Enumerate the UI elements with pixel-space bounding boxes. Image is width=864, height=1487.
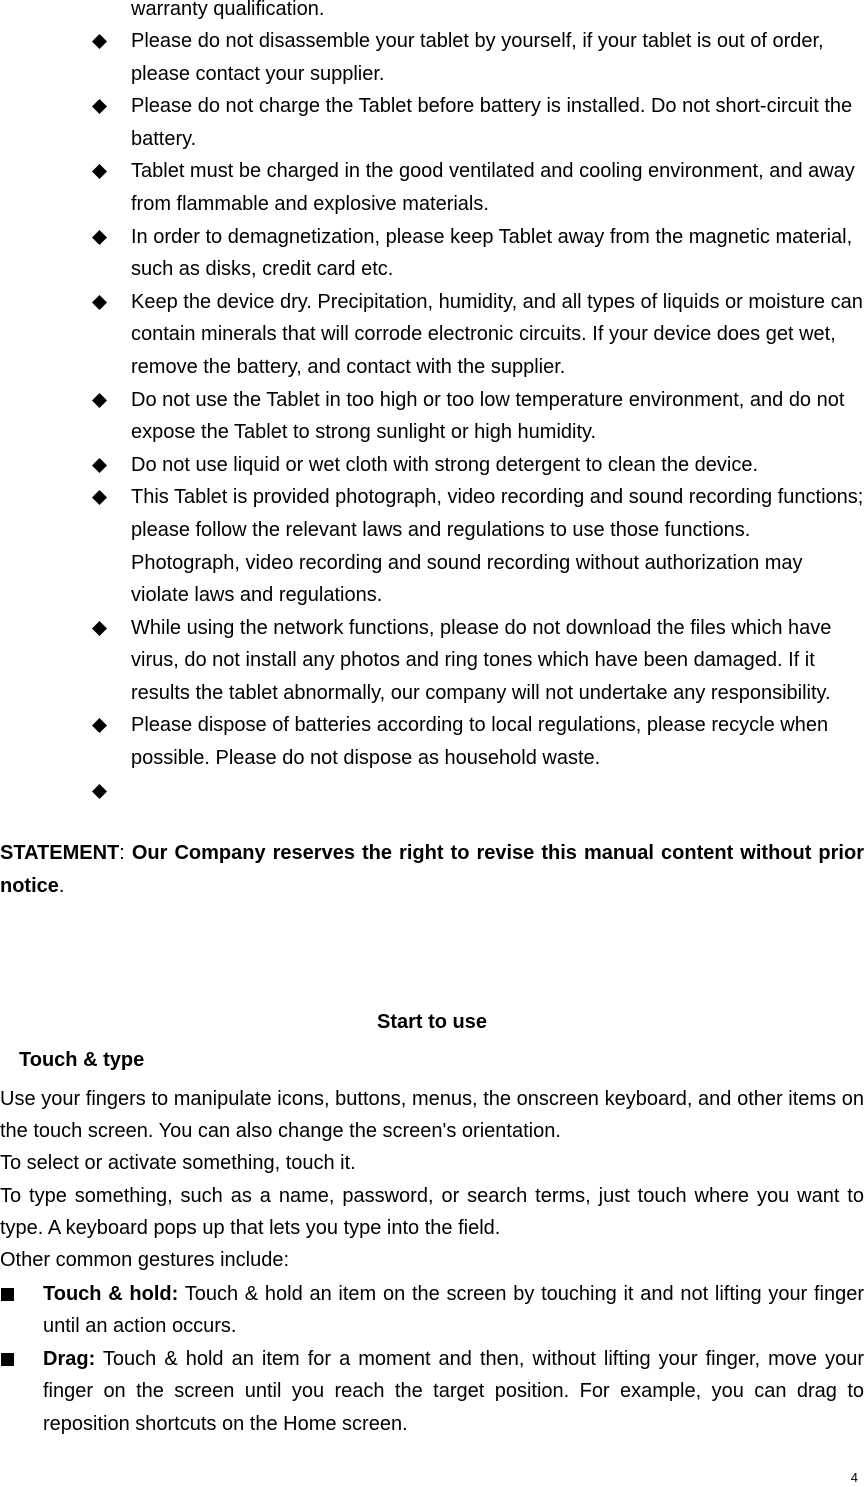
precaution-text: While using the network functions, please do not download the files which have virus, do not install any photos and ring tones which have been damaged. If it results the tablet abnormally, our company will not undertake any responsibility. xyxy=(131,616,832,704)
diamond-bullet-icon xyxy=(92,99,107,114)
precaution-item xyxy=(0,25,864,90)
precaution-item xyxy=(0,481,864,611)
section-body xyxy=(0,1083,864,1276)
precaution-item xyxy=(0,155,864,220)
precaution-item-empty xyxy=(0,775,864,808)
precaution-text: Tablet must be charged in the good ventilated and cooling environment, and away from flammable and explosive materials. xyxy=(131,160,855,215)
precaution-text: This Tablet is provided photograph, video recording and sound recording functions; please follow the relevant laws and regulations to use those functions. Photograph, video recording and sound recording without authorization may violate laws and regulations. xyxy=(131,486,864,607)
precaution-item xyxy=(0,612,864,710)
precaution-text: Do not use the Tablet in too high or too low temperature environment, and do not expose the Tablet to strong sunlight or high humidity. xyxy=(131,388,845,444)
body-paragraph: To select or activate something, touch it. xyxy=(0,1152,356,1175)
precaution-text: Please do not disassemble your tablet by yourself, if your tablet is out of order, please contact your supplier. xyxy=(131,30,824,85)
diamond-bullet-icon xyxy=(92,718,107,733)
diamond-bullet-icon xyxy=(92,621,107,636)
gesture-description: Touch & hold an item on the screen by touching it and not lifting your finger until an action occurs. xyxy=(43,1283,864,1338)
precaution-text: Please do not charge the Tablet before battery is installed. Do not short-circuit the battery. xyxy=(131,95,853,150)
diamond-bullet-icon xyxy=(92,295,107,310)
precaution-item xyxy=(0,286,864,384)
precaution-text: Do not use liquid or wet cloth with strong detergent to clean the device. xyxy=(131,453,759,476)
statement-text: Our Company reserves the right to revise this manual content without prior notice xyxy=(0,842,864,897)
precaution-item xyxy=(0,221,864,286)
precaution-text: Keep the device dry. Precipitation, humidity, and all types of liquids or moisture can contain minerals that will corrode electronic circuits. If your device does get wet, remove the battery, and contact with the supplier. xyxy=(131,290,863,378)
statement-paragraph xyxy=(0,837,864,902)
diamond-bullet-icon xyxy=(92,34,107,49)
diamond-bullet-icon xyxy=(92,784,107,799)
gestures-list xyxy=(0,1278,864,1440)
section-title: Start to use xyxy=(376,1011,488,1033)
square-bullet-icon xyxy=(1,1288,14,1301)
diamond-bullet-icon xyxy=(92,458,107,473)
gesture-term: Touch & hold: xyxy=(43,1283,179,1305)
body-paragraph: Use your fingers to manipulate icons, buttons, menus, the onscreen keyboard, and other items on the touch screen. You can also change the screen's orientation. xyxy=(0,1088,864,1143)
gesture-description: Touch & hold an item for a moment and then, without lifting your finger, move your finger on the screen until you reach the target position. For example, you can drag to reposition shortcuts on the Home screen. xyxy=(43,1347,864,1435)
gesture-item xyxy=(0,1278,864,1343)
square-bullet-icon xyxy=(1,1353,14,1366)
precaution-text: In order to demagnetization, please keep Tablet away from the magnetic material, such as disks, credit card etc. xyxy=(131,225,853,281)
precaution-item xyxy=(0,449,864,482)
statement-label: STATEMENT xyxy=(0,842,120,864)
statement-separator: : xyxy=(119,842,132,864)
lead-text: warranty qualification. xyxy=(131,0,325,20)
diamond-bullet-icon xyxy=(92,230,107,245)
diamond-bullet-icon xyxy=(92,393,107,408)
body-paragraph: Other common gestures include: xyxy=(0,1249,290,1272)
body-paragraph: To type something, such as a name, password, or search terms, just touch where you want to type. A keyboard pops up that lets you type into the field. xyxy=(0,1184,864,1239)
precautions-list xyxy=(0,25,864,807)
gesture-item xyxy=(0,1343,864,1440)
precaution-item xyxy=(0,709,864,774)
gesture-term: Drag: xyxy=(43,1347,96,1370)
section-subtitle: Touch & type xyxy=(19,1049,145,1071)
statement-end: . xyxy=(58,874,65,897)
diamond-bullet-icon xyxy=(92,164,107,179)
page-number: 4 xyxy=(850,1470,858,1485)
precaution-item xyxy=(0,384,864,449)
diamond-bullet-icon xyxy=(92,490,107,505)
precaution-text xyxy=(131,780,137,802)
precaution-text: Please dispose of batteries according to local regulations, please recycle when possible. Please do not dispose as household waste. xyxy=(131,714,829,770)
precaution-item xyxy=(0,90,864,155)
